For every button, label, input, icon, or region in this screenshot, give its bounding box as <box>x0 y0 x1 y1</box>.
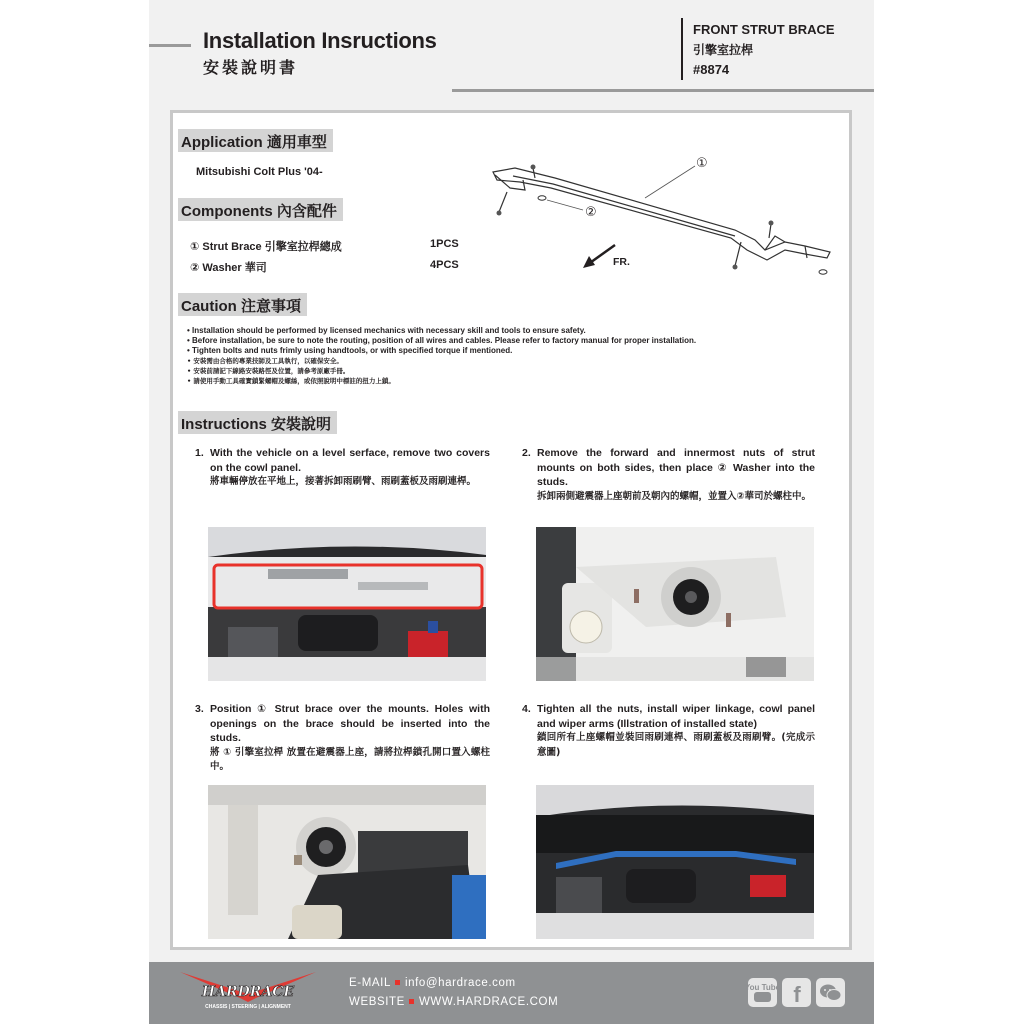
product-info <box>693 20 835 80</box>
step-1-photo <box>208 527 486 681</box>
step-number: 3. <box>195 703 204 715</box>
step-text-en: Position ① Strut brace over the mounts. Holes with openings on the brace should be inserted into the studs. <box>210 703 490 744</box>
page-subtitle-zh: 安裝說明書 <box>203 58 299 77</box>
website-label: WEBSITE <box>349 996 405 1008</box>
step-3 <box>195 702 490 775</box>
front-label: FR. <box>613 256 630 268</box>
caution-list <box>187 326 787 386</box>
website-link[interactable]: WWW.HARDRACE.COM <box>418 996 559 1008</box>
application-heading: Application 適用車型 <box>178 129 333 152</box>
component-qty-washer: 4PCS <box>430 259 459 271</box>
caution-item: • Before installation, be sure to note the routing, position of all wires and cables. Please refer to factory manual for proper installation. <box>187 336 697 345</box>
component-qty-strut-brace: 1PCS <box>430 238 459 250</box>
product-name: FRONT STRUT BRACE <box>693 22 835 37</box>
logo-tagline: CHASSIS | STEERING | ALIGNMENT <box>205 1004 291 1010</box>
caution-item: • Installation should be performed by licensed mechanics with necessary skill and tools to ensure safety. <box>187 326 586 335</box>
step-3-photo <box>208 785 486 939</box>
caution-item: • 安裝前請記下線路安裝路徑及位置，請參考原廠手冊。 <box>187 367 350 375</box>
component-item-washer: ② Washer 華司 <box>190 262 267 274</box>
svg-text:You Tube: You Tube <box>744 983 781 992</box>
step-1 <box>195 446 490 490</box>
header-accent-line <box>149 44 191 47</box>
step-text-zh: 將 ① 引擎室拉桿 放置在避震器上座，請將拉桿鎖孔開口置入螺柱中。 <box>210 746 490 772</box>
instructions-heading: Instructions 安裝說明 <box>178 411 337 434</box>
youtube-icon[interactable] <box>744 978 781 1007</box>
step-number: 2. <box>522 447 531 459</box>
step-4-photo <box>536 785 814 939</box>
components-heading: Components 內含配件 <box>178 198 343 221</box>
strut-brace-diagram <box>485 150 845 285</box>
footer-email <box>349 977 516 989</box>
step-text-en: Tighten all the nuts, install wiper linkage, cowl panel and wiper arms (Illstration of installed state) <box>537 703 815 730</box>
step-number: 4. <box>522 703 531 715</box>
front-direction-arrow <box>583 245 615 268</box>
step-2 <box>522 446 815 504</box>
svg-text:f: f <box>793 982 801 1007</box>
email-link[interactable]: info@hardrace.com <box>404 977 516 989</box>
caution-item: • 請使用手動工具確實鎖緊螺帽及螺絲，或依照說明中標註的扭力上鎖。 <box>187 377 395 385</box>
page-title: Installation Insructions <box>203 28 437 53</box>
washer-icon <box>819 270 827 274</box>
step-text-en: With the vehicle on a level serface, remove two covers on the cowl panel. <box>210 447 490 474</box>
step-number: 1. <box>195 447 204 459</box>
bullet-square <box>395 980 400 985</box>
logo-wordmark: HARDRACE <box>201 984 295 1000</box>
hardrace-logo <box>178 968 318 1014</box>
step-4 <box>522 702 815 760</box>
washer-icon <box>538 196 546 200</box>
step-2-photo <box>536 527 814 681</box>
caution-heading: Caution 注意事項 <box>178 293 307 316</box>
callout-1: ① <box>696 156 708 171</box>
vehicle-application: Mitsubishi Colt Plus '04- <box>196 166 323 178</box>
email-label: E-MAIL <box>349 977 391 989</box>
step-text-zh: 拆卸兩側避震器上座朝前及朝內的螺帽，並置入②華司於螺柱中。 <box>537 490 812 502</box>
part-number: #8874 <box>693 62 730 77</box>
footer-website <box>349 996 558 1008</box>
caution-item: • 安裝需由合格的專業技師及工具執行，以確保安全。 <box>187 357 343 365</box>
facebook-icon[interactable] <box>782 978 811 1007</box>
step-text-zh: 將車輛停放在平地上，接著拆卸雨刷臂、雨刷蓋板及雨刷連桿。 <box>210 476 477 487</box>
header-rule <box>452 89 874 92</box>
header-divider <box>681 18 683 80</box>
component-item-strut-brace: ① Strut Brace 引擎室拉桿總成 <box>190 241 342 253</box>
step-text-en: Remove the forward and innermost nuts of strut mounts on both sides, then place ② Washer into the studs. <box>537 447 815 488</box>
callout-2: ② <box>585 205 597 220</box>
product-name-zh: 引擎室拉桿 <box>693 43 754 57</box>
bullet-square <box>409 999 414 1004</box>
caution-item: • Tighten bolts and nuts frimly using handtools, or with specified torque if mentioned. <box>187 346 513 355</box>
wechat-icon[interactable] <box>816 978 845 1007</box>
step-text-zh: 鎖回所有上座螺帽並裝回雨刷連桿、雨刷蓋板及雨刷臂。(完成示意圖) <box>537 732 815 758</box>
